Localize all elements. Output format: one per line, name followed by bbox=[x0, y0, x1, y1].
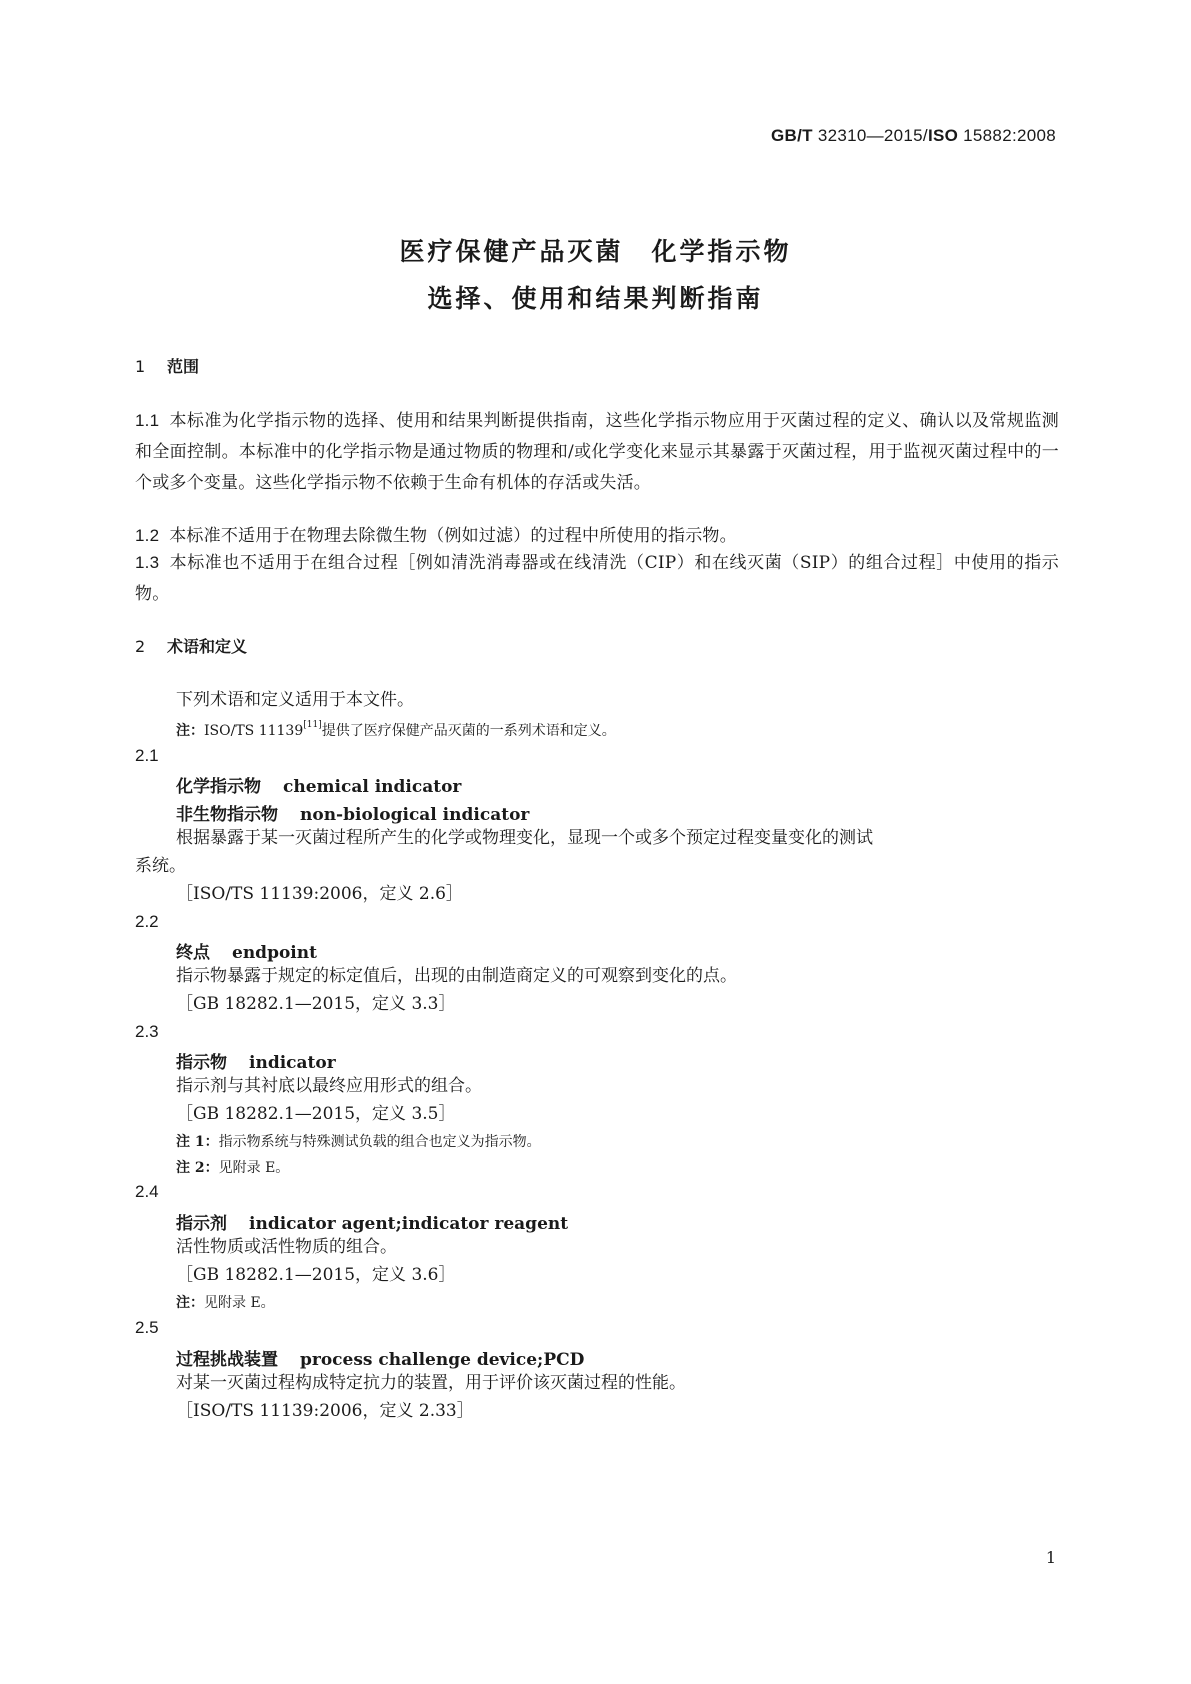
standard-code: GB/T 32310—2015/ISO 15882:2008 bbox=[770, 126, 1056, 145]
term-2-1-name: 化学指示物 chemical indicator bbox=[176, 777, 462, 797]
clause-1-1: 1.1 本标准为化学指示物的选择、使用和结果判断提供指南，这些化学指示物应用于灭菌过程的定义、确认以及常规监测和全面控制。本标准中的化学指示物是通过物质的物理和/或化学变化来显示其暴露于灭菌过程，用于监视灭菌过程中的一个或多个变量。这些化学指示物不依赖于生命有机体的存活或失活。 bbox=[135, 411, 1059, 493]
term-2-5-name: 过程挑战装置 process challenge device;PCD bbox=[176, 1350, 585, 1370]
term-2-2-name: 终点 endpoint bbox=[176, 943, 317, 963]
term-2-4-name: 指示剂 indicator agent;indicator reagent bbox=[176, 1214, 569, 1234]
term-2-1-number: 2.1 bbox=[135, 746, 159, 765]
term-2-3-definition: 指示剂与其衬底以最终应用形式的组合。 bbox=[176, 1076, 482, 1096]
term-2-4-number: 2.4 bbox=[135, 1182, 159, 1201]
term-2-2-source: ［GB 18282.1—2015，定义 3.3］ bbox=[176, 994, 456, 1014]
term-2-2-definition: 指示物暴露于规定的标定值后，出现的由制造商定义的可观察到变化的点。 bbox=[176, 966, 737, 986]
clause-1-3: 1.3 本标准也不适用于在组合过程［例如清洗消毒器或在线清洗（CIP）和在线灭菌（SIP）的组合过程］中使用的指示物。 bbox=[135, 553, 1059, 604]
term-2-3-note-1: 注 1：指示物系统与特殊测试负载的组合也定义为指示物。 bbox=[176, 1134, 541, 1150]
document-title-line1: 医疗保健产品灭菌 化学指示物 bbox=[399, 237, 792, 266]
clause-1-2: 1.2 本标准不适用于在物理去除微生物（例如过滤）的过程中所使用的指示物。 bbox=[135, 526, 737, 546]
term-2-1-definition-cont: 系统。 bbox=[135, 856, 186, 876]
section-2-note: 注：ISO/TS 11139[11]提供了医疗保健产品灭菌的一系列术语和定义。 bbox=[176, 720, 616, 739]
term-2-5-number: 2.5 bbox=[135, 1318, 159, 1337]
term-2-3-source: ［GB 18282.1—2015，定义 3.5］ bbox=[176, 1104, 456, 1124]
term-2-3-note-2: 注 2：见附录 E。 bbox=[176, 1160, 290, 1176]
term-2-1-synonym: 非生物指示物 non-biological indicator bbox=[176, 805, 530, 825]
term-2-1-definition: 根据暴露于某一灭菌过程所产生的化学或物理变化，显现一个或多个预定过程变量变化的测试 bbox=[176, 828, 873, 848]
document-title-line2: 选择、使用和结果判断指南 bbox=[427, 284, 764, 313]
term-2-3-name: 指示物 indicator bbox=[176, 1053, 336, 1073]
section-2-intro: 下列术语和定义适用于本文件。 bbox=[176, 690, 414, 710]
term-2-3-number: 2.3 bbox=[135, 1022, 159, 1041]
term-2-1-source: ［ISO/TS 11139:2006，定义 2.6］ bbox=[176, 884, 463, 904]
term-2-4-note: 注：见附录 E。 bbox=[176, 1295, 275, 1311]
term-2-2-number: 2.2 bbox=[135, 912, 159, 931]
term-2-5-source: ［ISO/TS 11139:2006，定义 2.33］ bbox=[176, 1401, 474, 1421]
term-2-5-definition: 对某一灭菌过程构成特定抗力的装置，用于评价该灭菌过程的性能。 bbox=[176, 1373, 686, 1393]
page-number: 1 bbox=[1045, 1548, 1056, 1567]
term-2-4-source: ［GB 18282.1—2015，定义 3.6］ bbox=[176, 1265, 456, 1285]
section-2-heading: 2 术语和定义 bbox=[135, 637, 248, 656]
term-2-4-definition: 活性物质或活性物质的组合。 bbox=[176, 1237, 397, 1257]
section-1-heading: 1 范围 bbox=[135, 357, 200, 376]
